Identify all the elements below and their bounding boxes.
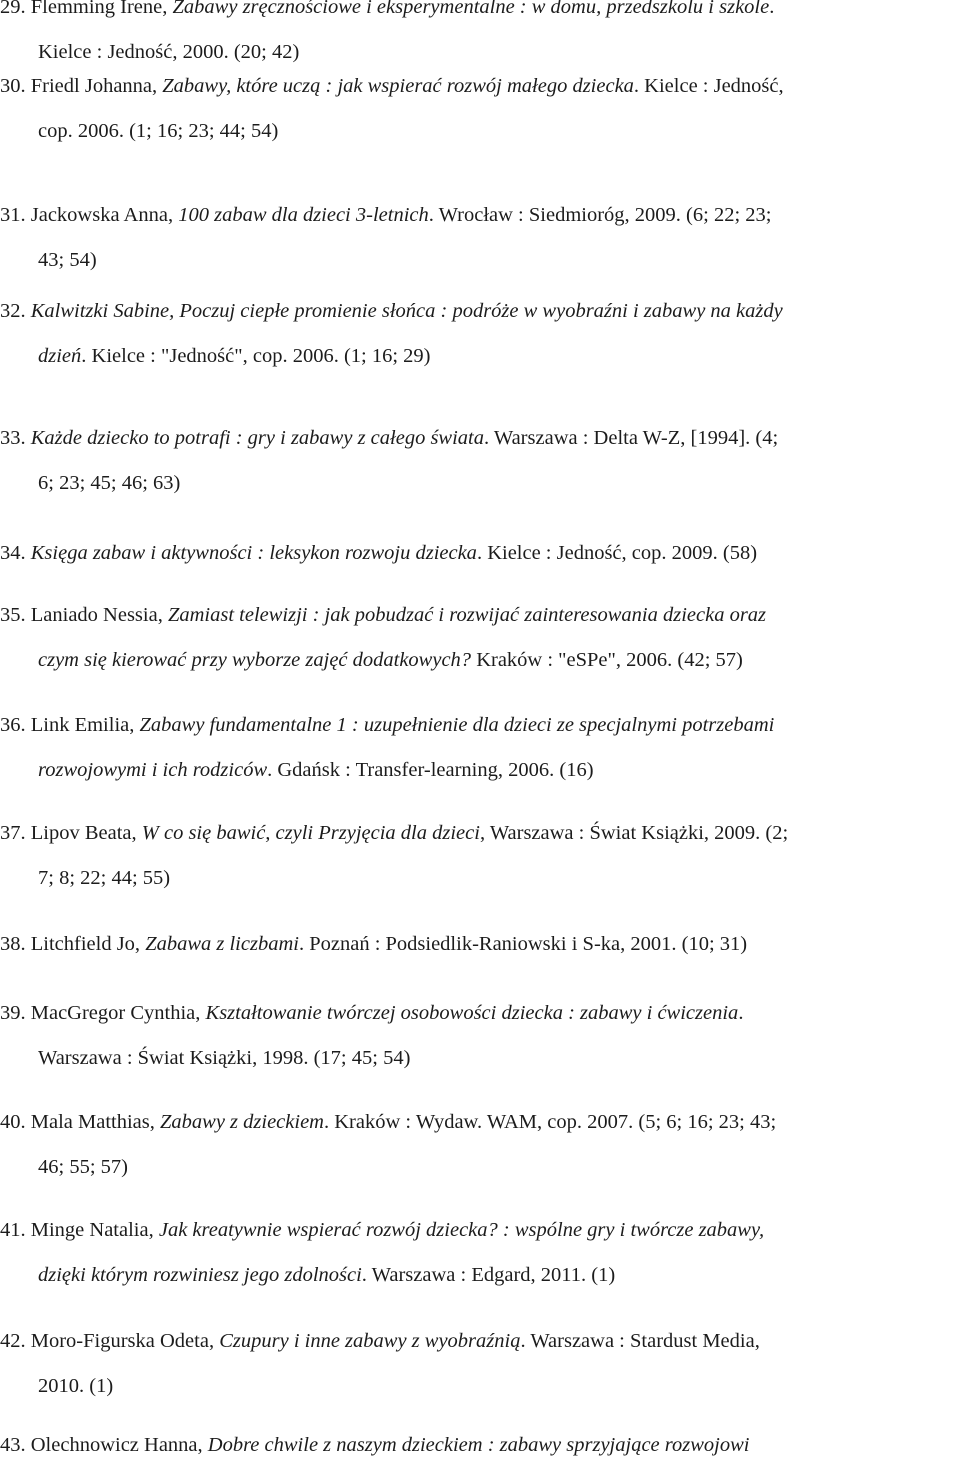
entry-title-text: Zabawy z dzieckiem	[160, 1111, 324, 1133]
entry-line	[38, 1263, 615, 1287]
entry-line	[0, 0, 774, 19]
entry-number: 32.	[0, 300, 31, 322]
entry-title-text: W co się bawić, czyli Przyjęcia dla dzieci	[141, 822, 480, 844]
entry-number: 43.	[0, 1434, 31, 1456]
entry-text: Moro-Figurska Odeta,	[30, 1330, 220, 1352]
entry-number: 40.	[0, 1111, 31, 1133]
entry-text: . Warszawa : Stardust Media,	[520, 1330, 760, 1352]
entry-line	[0, 713, 774, 737]
entry-title-text: Zamiast telewizji : jak pobudzać i rozwijać zainteresowania dziecka oraz	[167, 604, 767, 626]
entry-text: Flemming Irene,	[30, 0, 173, 18]
entry-text: . Kielce : "Jedność", cop. 2006. (1; 16; 29)	[81, 345, 431, 367]
entry-line	[38, 40, 299, 64]
entry-line	[38, 119, 278, 143]
entry-title-text: dzień	[38, 345, 82, 367]
entry-number: 39.	[0, 1002, 31, 1024]
entry-text: Minge Natalia,	[30, 1219, 159, 1241]
entry-number: 37.	[0, 822, 31, 844]
entry-text: . Kielce : Jedność,	[633, 75, 784, 97]
entry-text: Jackowska Anna,	[30, 204, 179, 226]
entry-text: 2010. (1)	[38, 1375, 114, 1397]
entry-line	[0, 299, 783, 323]
entry-title-text: czym się kierować przy wyborze zajęć dodatkowych?	[38, 649, 472, 671]
entry-number: 35.	[0, 604, 31, 626]
entry-text: , Warszawa : Świat Książki, 2009. (2;	[479, 822, 789, 844]
entry-text: . Kielce : Jedność, cop. 2009. (58)	[476, 542, 758, 564]
entry-line	[0, 74, 784, 98]
entry-text: MacGregor Cynthia,	[30, 1002, 206, 1024]
entry-text: . Poznań : Podsiedlik-Raniowski i S-ka, 2001. (10; 31)	[298, 933, 748, 955]
entry-text: Litchfield Jo,	[30, 933, 146, 955]
entry-line	[38, 1046, 410, 1070]
entry-number: 38.	[0, 933, 31, 955]
entry-title-text: rozwojowymi i ich rodziców	[38, 759, 268, 781]
entry-number: 30.	[0, 75, 31, 97]
entry-text: Kraków : "eSPe", 2006. (42; 57)	[471, 649, 743, 671]
entry-title-text: Kształtowanie twórczej osobowości dziecka : zabawy i ćwiczenia	[205, 1002, 739, 1024]
entry-text: Olechnowicz Hanna,	[30, 1434, 208, 1456]
entry-line	[0, 426, 778, 450]
entry-title-text: Księga zabaw i aktywności : leksykon rozwoju dziecka	[30, 542, 477, 564]
entry-title-text: Zabawa z liczbami	[145, 933, 299, 955]
entry-line	[38, 344, 431, 368]
entry-line	[38, 648, 743, 672]
entry-line	[38, 1374, 113, 1398]
entry-number: 41.	[0, 1219, 31, 1241]
entry-title-text: 100 zabaw dla dzieci 3-letnich	[178, 204, 429, 226]
entry-text: 7; 8; 22; 44; 55)	[38, 867, 171, 889]
entry-title-text: Każde dziecko to potrafi : gry i zabawy z całego świata	[30, 427, 484, 449]
entry-text: . Wrocław : Siedmioróg, 2009. (6; 22; 23;	[428, 204, 772, 226]
entry-title-text: Zabawy fundamentalne 1 : uzupełnienie dla dzieci ze specjalnymi potrzebami	[139, 714, 775, 736]
entry-line	[0, 932, 747, 956]
entry-text: Warszawa : Świat Książki, 1998. (17; 45; 54)	[38, 1047, 411, 1069]
entry-line	[0, 1001, 743, 1025]
entry-text: 46; 55; 57)	[38, 1156, 128, 1178]
entry-text: . Warszawa : Edgard, 2011. (1)	[361, 1264, 616, 1286]
entry-text: Kielce : Jedność, 2000. (20; 42)	[38, 41, 300, 63]
entry-line	[0, 1329, 760, 1353]
entry-number: 29.	[0, 0, 31, 18]
entry-text: Link Emilia,	[30, 714, 140, 736]
entry-line	[0, 603, 766, 627]
entry-number: 33.	[0, 427, 31, 449]
entry-text: . Kraków : Wydaw. WAM, cop. 2007. (5; 6; 16; 23; 43;	[323, 1111, 777, 1133]
entry-text: Mala Matthias,	[30, 1111, 160, 1133]
entry-number: 42.	[0, 1330, 31, 1352]
entry-line	[0, 1110, 776, 1134]
entry-title-text: Dobre chwile z naszym dzieckiem : zabawy sprzyjające rozwojowi	[207, 1434, 750, 1456]
entry-text: Lipov Beata,	[30, 822, 142, 844]
entry-line	[0, 821, 788, 845]
entry-text: . Gdańsk : Transfer-learning, 2006. (16)	[267, 759, 594, 781]
entry-number: 34.	[0, 542, 31, 564]
entry-line	[0, 1433, 749, 1457]
entry-title-text: Zabawy, które uczą : jak wspierać rozwój małego dziecka	[162, 75, 634, 97]
entry-line	[38, 866, 170, 890]
entry-title-text: Zabawy zręcznościowe i eksperymentalne : w domu, przedszkolu i szkole	[172, 0, 770, 18]
entry-line	[38, 471, 180, 495]
entry-line	[0, 541, 757, 565]
entry-line	[38, 758, 594, 782]
entry-number: 36.	[0, 714, 31, 736]
entry-number: 31.	[0, 204, 31, 226]
entry-text: 6; 23; 45; 46; 63)	[38, 472, 181, 494]
entry-line	[38, 248, 97, 272]
entry-line	[38, 1155, 128, 1179]
entry-title-text: dzięki którym rozwiniesz jego zdolności	[38, 1264, 362, 1286]
entry-text: cop. 2006. (1; 16; 23; 44; 54)	[38, 120, 279, 142]
entry-title-text: Jak kreatywnie wspierać rozwój dziecka? : wspólne gry i twórcze zabawy,	[158, 1219, 765, 1241]
entry-line	[0, 1218, 764, 1242]
entry-text: . Warszawa : Delta W-Z, [1994]. (4;	[484, 427, 779, 449]
entry-title-text: Czupury i inne zabawy z wyobraźnią	[219, 1330, 521, 1352]
entry-text: Laniado Nessia,	[30, 604, 168, 626]
entry-text: .	[738, 1002, 744, 1024]
entry-text: 43; 54)	[38, 249, 97, 271]
entry-line	[0, 203, 771, 227]
entry-text: .	[769, 0, 775, 18]
entry-text: Friedl Johanna,	[30, 75, 163, 97]
entry-title-text: Kalwitzki Sabine, Poczuj ciepłe promienie słońca : podróże w wyobraźni i zabawy na każdy	[30, 300, 783, 322]
